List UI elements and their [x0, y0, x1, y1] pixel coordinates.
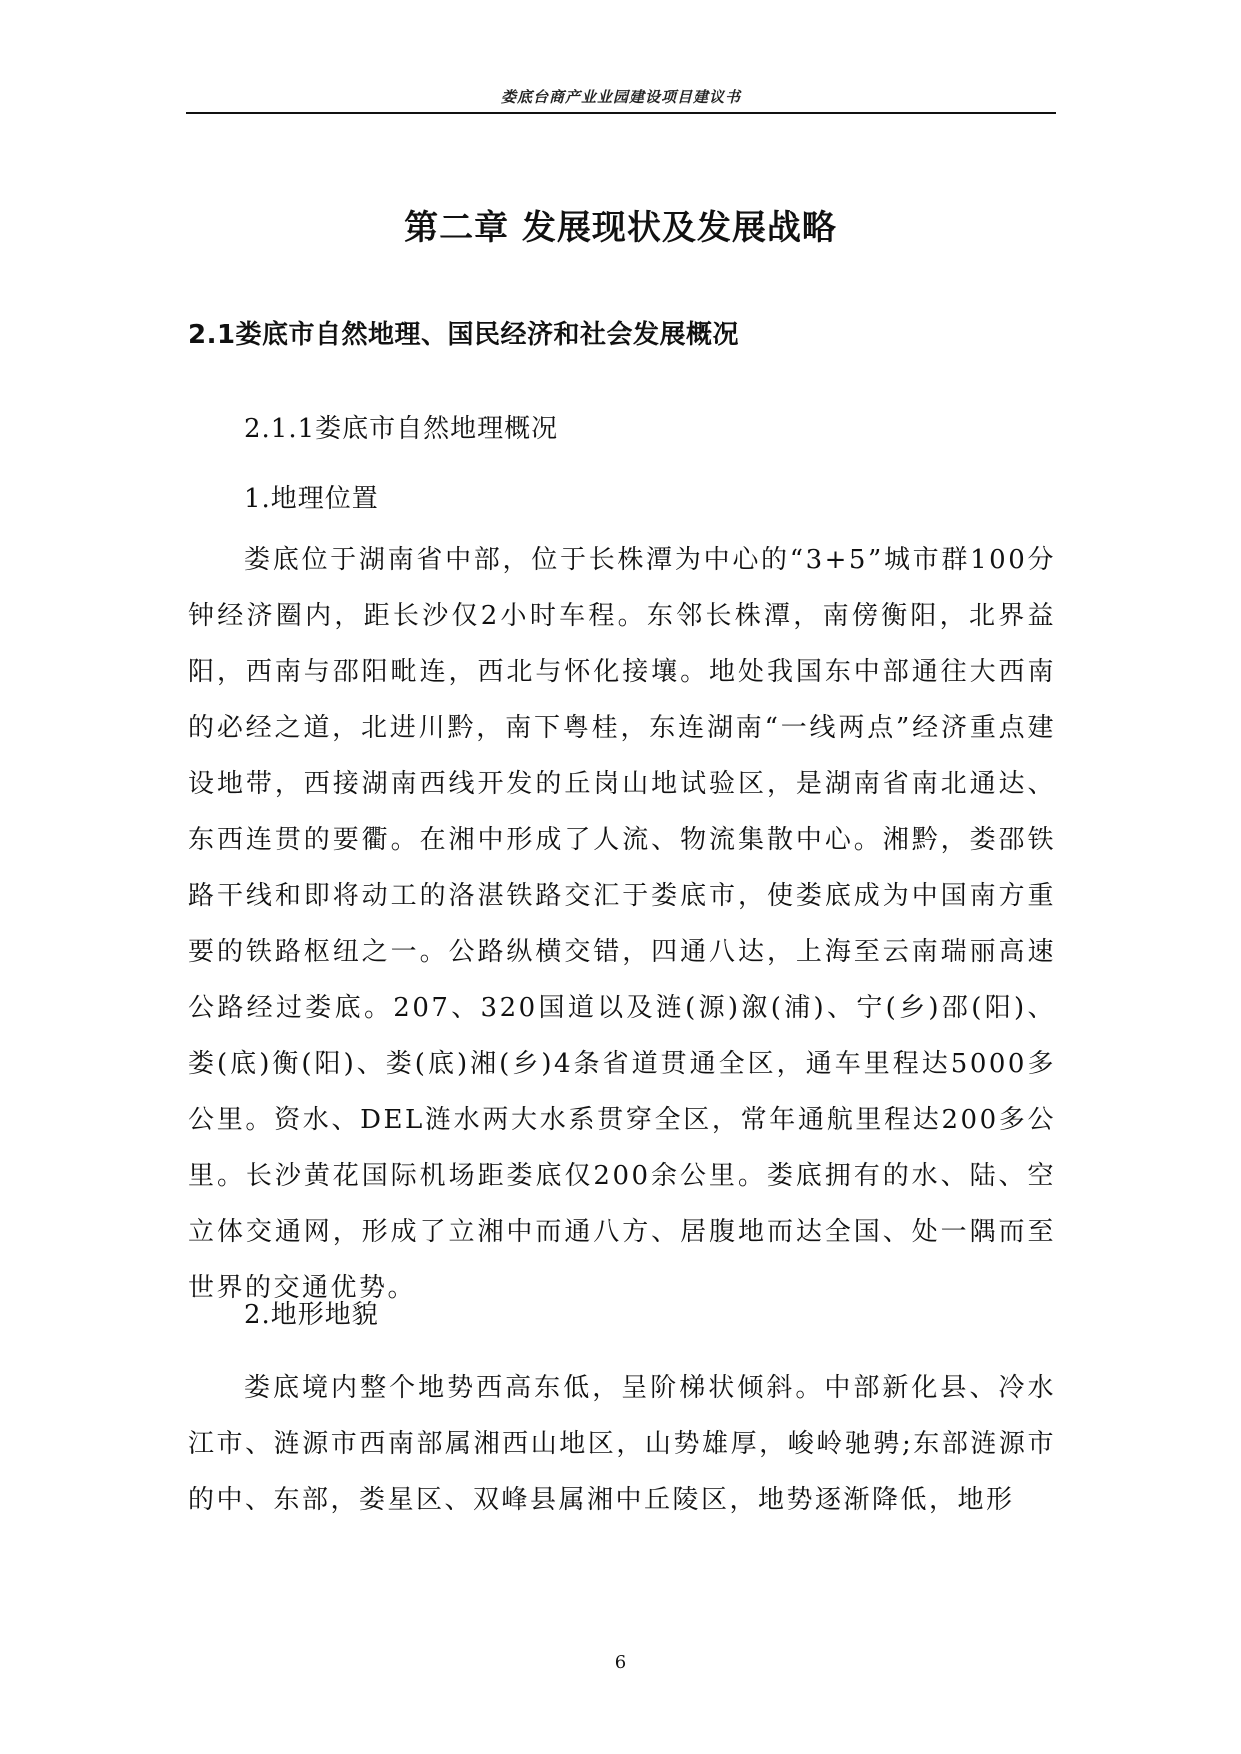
running-header: 娄底台商产业业园建设项目建议书: [500, 88, 741, 106]
header-divider: [186, 112, 1056, 114]
chapter-title: 第二章 发展现状及发展战略: [404, 208, 837, 248]
section-title: 2.1娄底市自然地理、国民经济和社会发展概况: [188, 320, 740, 350]
paragraph-terrain: 娄底境内整个地势西高东低，呈阶梯状倾斜。中部新化县、冷水江市、涟源市西南部属湘西山地区，山势雄厚，峻岭驰骋;东部涟源市的中、东部，娄星区、双峰县属湘中丘陵区，地势逐渐降低，地形: [188, 1373, 1056, 1515]
page-number: 6: [614, 1652, 627, 1673]
heading-terrain: 2.地形地貌: [244, 1300, 379, 1330]
subsection-title: 2.1.1娄底市自然地理概况: [244, 414, 559, 444]
paragraph-geographic-location: 娄底位于湖南省中部，位于长株潭为中心的“3+5”城市群100分钟经济圈内，距长沙仅2小时车程。东邻长株潭，南傍衡阳，北界益阳，西南与邵阳毗连，西北与怀化接壤。地处我国东中部通往大西南的必经之道，北进川黔，南下粤桂，东连湖南“一线两点”经济重点建设地带，西接湖南西线开发的丘岗山地试验区，是湖南省南北通达、东西连贯的要衢。在湘中形成了人流、物流集散中心。湘黔，娄邵铁路干线和即将动工的洛湛铁路交汇于娄底市，使娄底成为中国南方重要的铁路枢纽之一。公路纵横交错，四通八达，上海至云南瑞丽高速公路经过娄底。207、320国道以及涟(源)溆(浦)、宁(乡)邵(阳)、娄(底)衡(阳)、娄(底)湘(乡)4条省道贯通全区，通车里程达5000多公里。资水、DEL涟水两大水系贯穿全区，常年通航里程达200多公里。长沙黄花国际机场距娄底仅200余公里。娄底拥有的水、陆、空立体交通网，形成了立湘中而通八方、居腹地而达全国、处一隅而至世界的交通优势。: [188, 545, 1056, 1303]
heading-geographic-location: 1.地理位置: [244, 484, 379, 514]
